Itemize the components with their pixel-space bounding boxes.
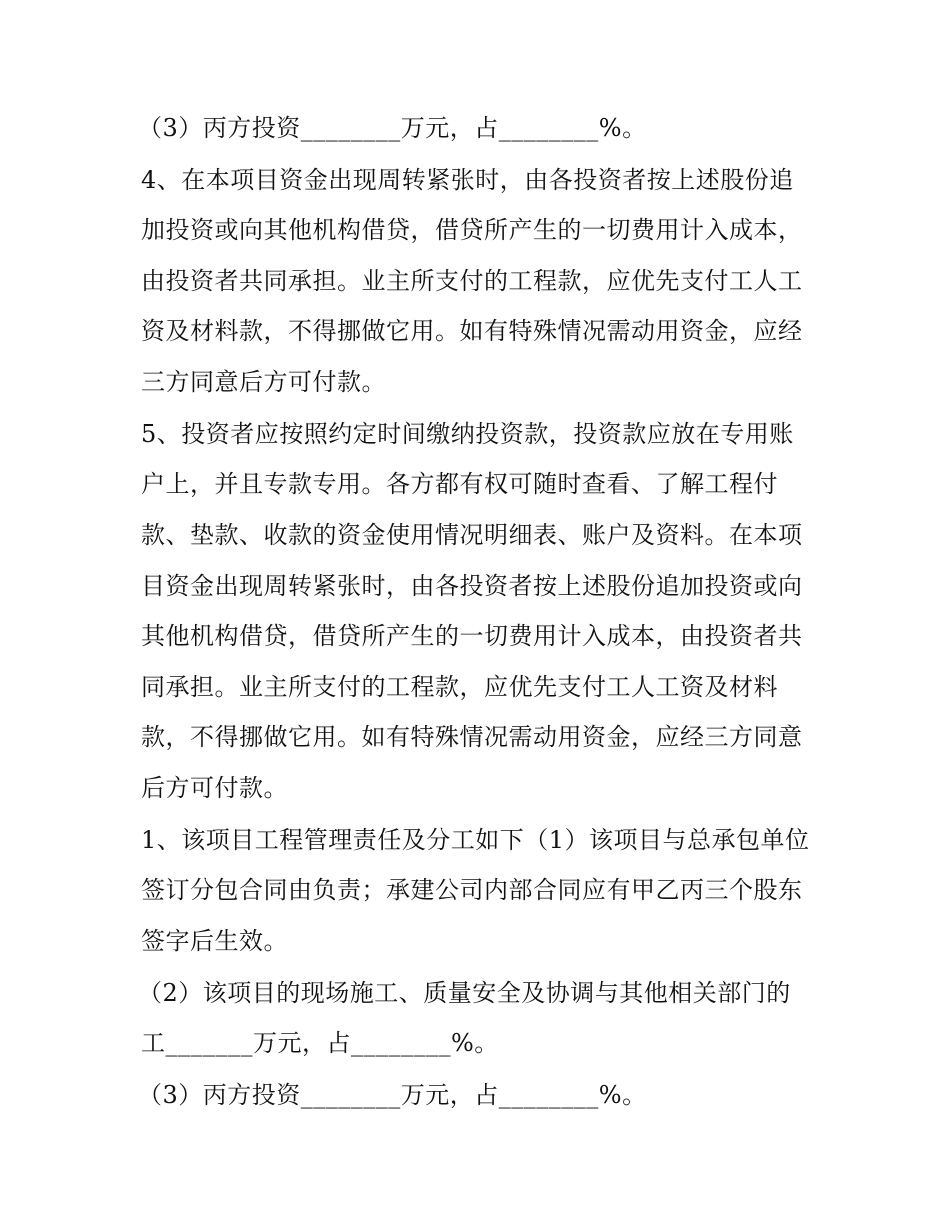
text-line: （3）丙方投资________万元，占________%。	[138, 1081, 647, 1109]
text-line: 户上，并且专款专用。各方都有权可随时查看、了解工程付	[141, 470, 778, 498]
text-line: 加投资或向其他机构借贷，借贷所产生的一切费用计入成本，	[141, 216, 803, 244]
text-line: （3）丙方投资________万元，占________%。	[138, 114, 647, 142]
text-line: 三方同意后方可付款。	[141, 368, 386, 396]
text-line: 工_______万元，占________%。	[141, 1029, 499, 1057]
text-line: 签订分包合同由负责；承建公司内部合同应有甲乙丙三个股东	[141, 876, 803, 904]
text-line: 4、在本项目资金出现周转紧张时，由各投资者按上述股份追	[141, 166, 794, 194]
text-line: 款，不得挪做它用。如有特殊情况需动用资金，应经三方同意	[141, 723, 803, 751]
text-line: 由投资者共同承担。业主所支付的工程款，应优先支付工人工	[141, 267, 803, 295]
text-line: 资及材料款，不得挪做它用。如有特殊情况需动用资金，应经	[141, 317, 803, 345]
text-line: 其他机构借贷，借贷所产生的一切费用计入成本，由投资者共	[141, 622, 803, 650]
text-line: （2）该项目的现场施工、质量安全及协调与其他相关部门的	[138, 979, 791, 1007]
text-line: 目资金出现周转紧张时，由各投资者按上述股份追加投资或向	[141, 572, 803, 600]
text-line: 款、垫款、收款的资金使用情况明细表、账户及资料。在本项	[141, 521, 803, 549]
text-line: 1、该项目工程管理责任及分工如下（1）该项目与总承包单位	[141, 826, 810, 854]
text-line: 5、投资者应按照约定时间缴纳投资款，投资款应放在专用账	[141, 420, 794, 448]
text-line: 同承担。业主所支付的工程款，应优先支付工人工资及材料	[141, 673, 778, 701]
text-line: 后方可付款。	[141, 774, 288, 802]
text-line: 签字后生效。	[141, 927, 288, 955]
